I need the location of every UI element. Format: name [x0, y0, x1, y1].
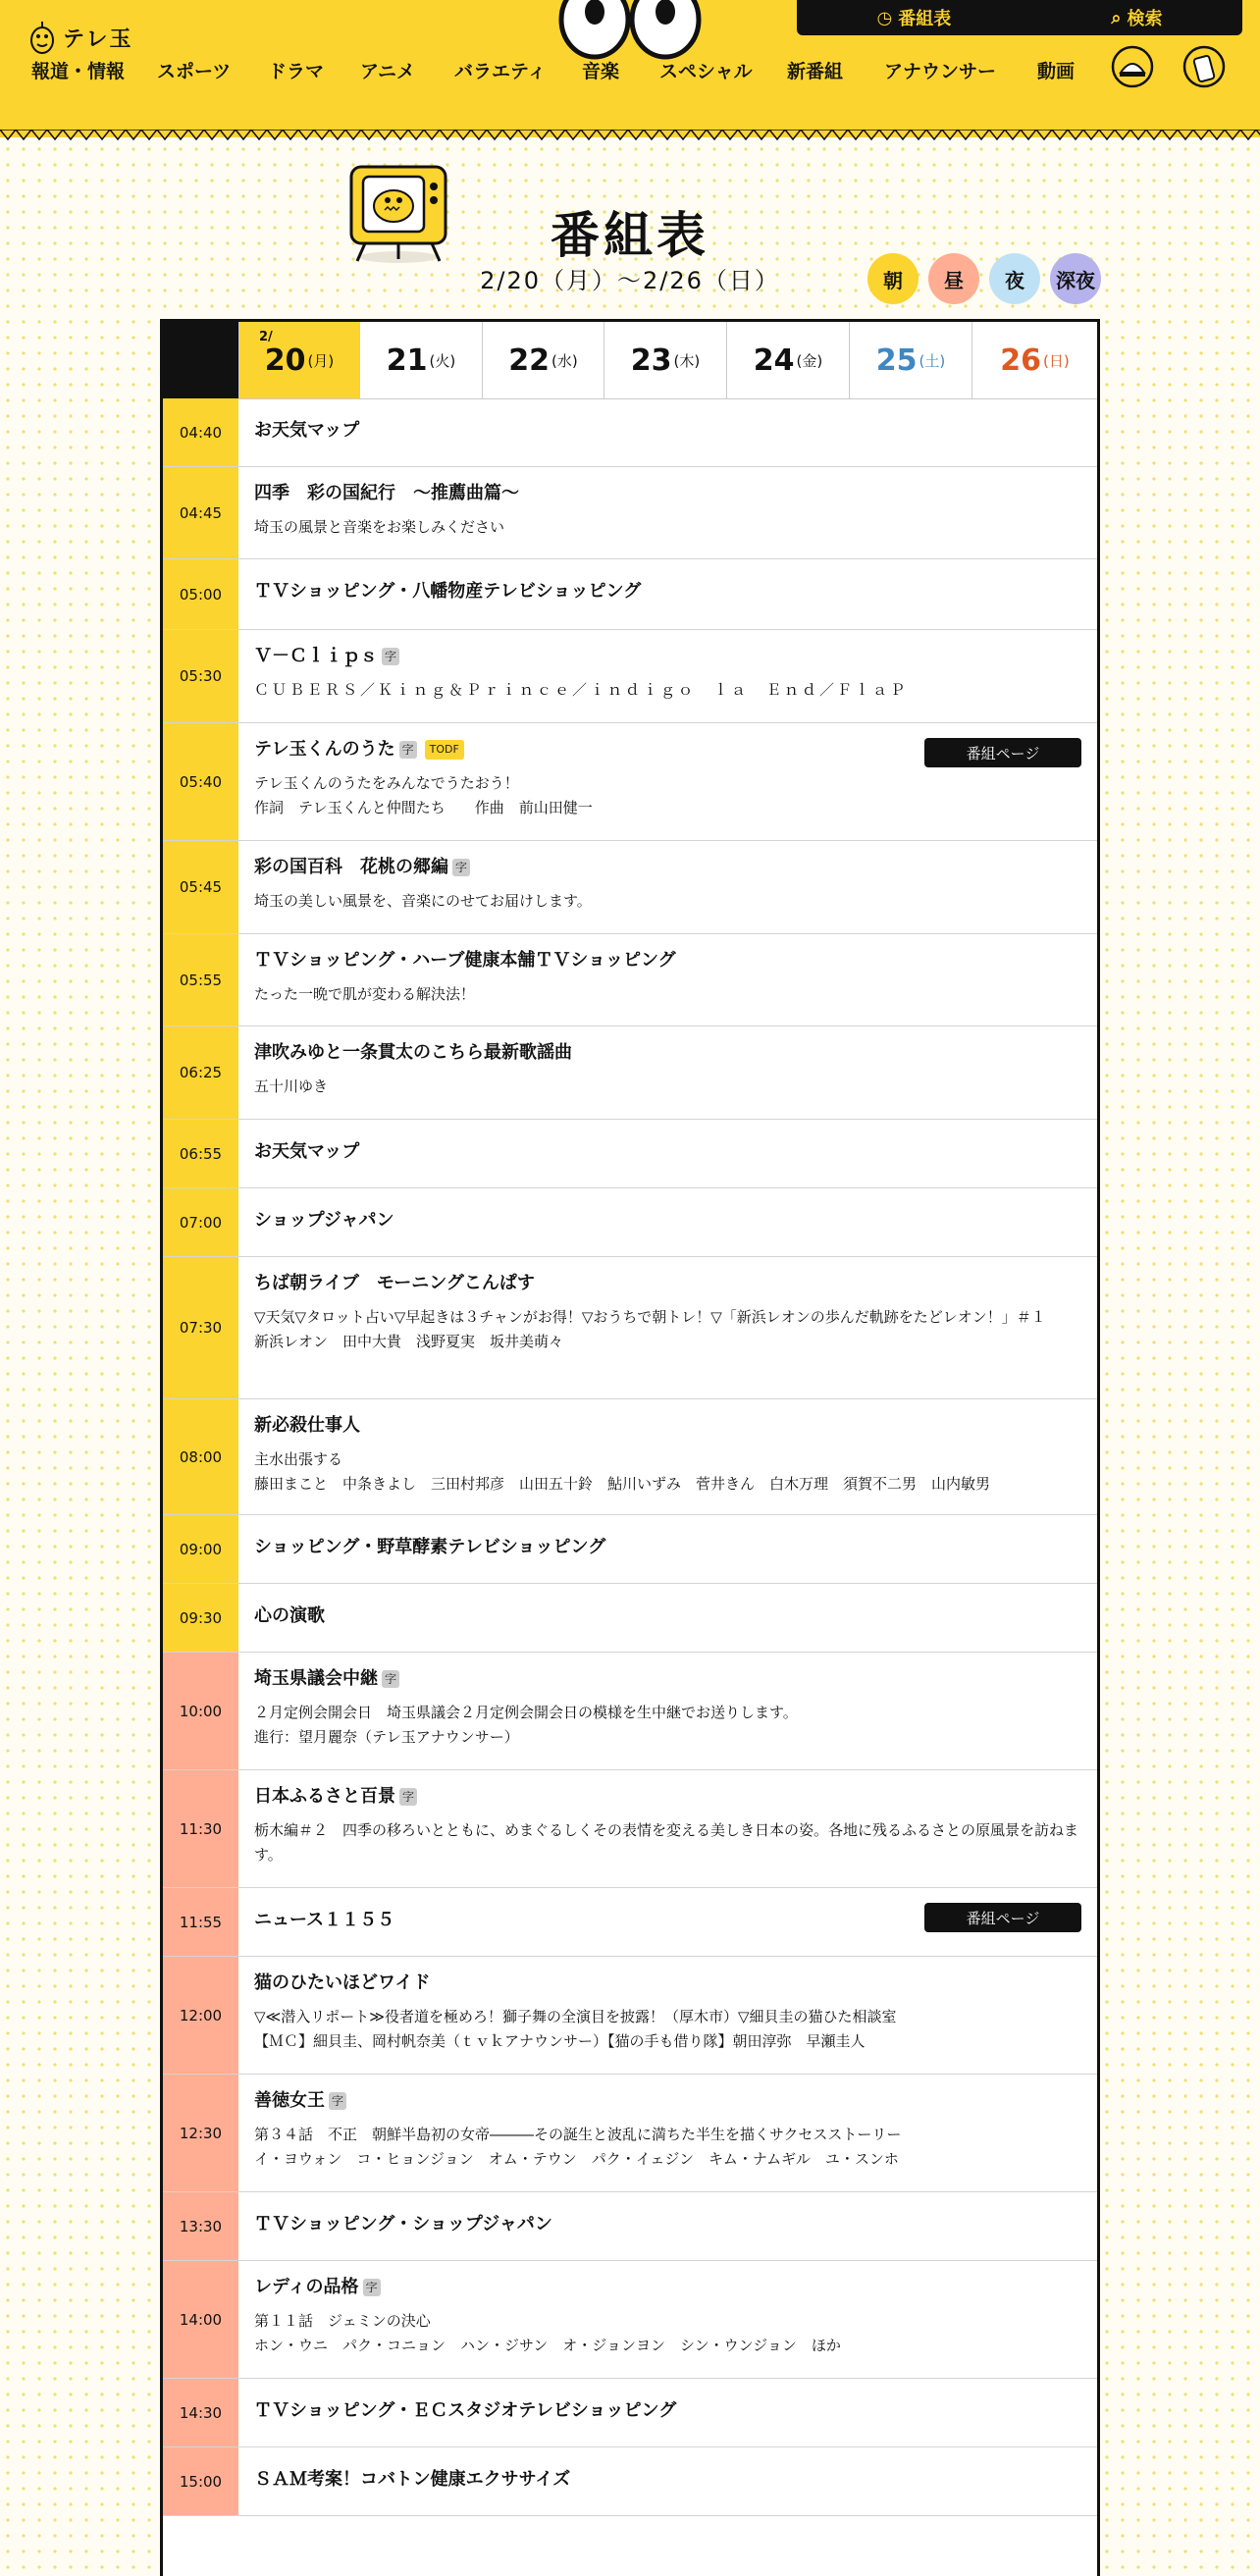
program-row[interactable]: [163, 934, 1097, 1026]
program-row[interactable]: [163, 2261, 1097, 2379]
day-tab-number: 24: [753, 342, 795, 378]
day-tab-month: 2/: [259, 330, 273, 344]
program-time: 14:30: [163, 2379, 238, 2446]
program-title-line: [254, 855, 1081, 880]
time-of-day-morning-button[interactable]: 朝: [867, 253, 919, 304]
program-row[interactable]: [163, 1957, 1097, 2075]
day-tab[interactable]: [604, 322, 726, 398]
program-page-button[interactable]: 番組ページ: [924, 738, 1081, 767]
program-body: [254, 2398, 1081, 2424]
day-tab-weekday: (月): [307, 351, 335, 370]
program-time: 09:30: [163, 1584, 238, 1652]
program-time: 08:00: [163, 1399, 238, 1514]
program-row[interactable]: [163, 467, 1097, 559]
site-header: [0, 0, 1260, 137]
program-title: お天気マップ: [254, 1141, 360, 1162]
day-tabs: [163, 322, 1097, 399]
nav-item-drama[interactable]: ドラマ: [268, 61, 325, 82]
program-title: ニュース１１５５: [254, 1910, 395, 1930]
nav-item-announcers[interactable]: アナウンサー: [884, 61, 997, 82]
program-title: 猫のひたいほどワイド: [254, 1972, 431, 1993]
day-tab-number: 20: [264, 342, 306, 378]
program-title: 彩の国百科 花桃の郷編: [254, 857, 448, 877]
program-title: 心の演歌: [254, 1605, 325, 1626]
day-tab[interactable]: [726, 322, 849, 398]
program-title-line: [254, 2212, 1081, 2237]
program-title-line: [254, 644, 1081, 669]
program-description: 五十川ゆき: [254, 1078, 329, 1095]
program-time: 07:30: [163, 1257, 238, 1398]
program-title-line: [254, 1784, 1081, 1810]
nav-item-sports[interactable]: スポーツ: [157, 61, 232, 82]
program-title: ちば朝ライブ モーニングこんぱす: [254, 1273, 535, 1293]
program-row[interactable]: [163, 1026, 1097, 1120]
program-title-line: [254, 1139, 1081, 1165]
program-description: 第１１話 ジェミンの決心 ホン・ウニ パク・コニョン ハン・ジサン オ・ジョンヨン シン・ウンジョン ほか: [254, 2312, 841, 2354]
program-schedule-table: [160, 319, 1100, 2576]
program-body: [254, 1535, 1081, 1560]
program-row[interactable]: [163, 559, 1097, 630]
subtitle-badge: 字: [452, 859, 470, 876]
program-row[interactable]: [163, 398, 1097, 467]
time-of-day-night-button[interactable]: 夜: [989, 253, 1040, 304]
program-title: 善徳女王: [254, 2090, 325, 2111]
program-description: 埼玉の美しい風景を、音楽にのせてお届けします。: [254, 892, 592, 910]
nav-item-new-programs[interactable]: 新番組: [787, 61, 844, 82]
program-row[interactable]: [163, 1584, 1097, 1653]
top-bar-search-link[interactable]: [1111, 5, 1162, 30]
program-title: お天気マップ: [254, 420, 360, 441]
date-range: 2/20（月）〜2/26（日）: [480, 267, 780, 294]
program-time: 12:30: [163, 2075, 238, 2191]
program-title: Ｖ－Ｃｌｉｐｓ: [254, 646, 378, 666]
program-time: 04:45: [163, 467, 238, 558]
day-tab-weekday: (金): [796, 351, 823, 370]
subtitle-badge: 字: [363, 2279, 381, 2296]
program-description: ２月定例会開会日 埼玉県議会２月定例会開会日の模様を生中継でお送りします。 進行：望月麗奈（テレ玉アナウンサー）: [254, 1704, 798, 1746]
program-title: 新必殺仕事人: [254, 1415, 360, 1436]
header-zigzag-border: [0, 130, 1260, 147]
program-title-line: [254, 579, 1081, 605]
program-description: たった一晩で肌が変わる解決法！: [254, 985, 476, 1003]
program-row[interactable]: [163, 1120, 1097, 1188]
program-time: 11:55: [163, 1888, 238, 1956]
program-title: ショッピング・野草酵素テレビショッピング: [254, 1537, 606, 1557]
program-body: [254, 418, 1081, 444]
program-time: 05:30: [163, 630, 238, 722]
teletama-app-icon[interactable]: [1109, 43, 1156, 90]
program-time: 12:00: [163, 1957, 238, 2074]
program-row[interactable]: [163, 1653, 1097, 1770]
page-title: 番組表: [551, 207, 709, 264]
day-tab[interactable]: [359, 322, 482, 398]
program-body: [254, 1139, 1081, 1165]
teletama-point-icon[interactable]: [1181, 43, 1228, 90]
nav-item-news[interactable]: 報道・情報: [31, 61, 126, 82]
program-page-button[interactable]: 番組ページ: [924, 1903, 1081, 1932]
nav-item-variety[interactable]: バラエティ: [454, 61, 547, 82]
top-bar-schedule-label: 番組表: [898, 9, 952, 29]
program-description: 埼玉の風景と音楽をお楽しみください: [254, 518, 505, 536]
program-row[interactable]: [163, 723, 1097, 841]
program-body: [254, 2275, 1081, 2358]
day-tab[interactable]: [849, 322, 971, 398]
program-row[interactable]: [163, 1515, 1097, 1584]
program-time: 06:25: [163, 1026, 238, 1119]
program-title-line: [254, 1666, 1081, 1692]
day-tab-number: 26: [1000, 342, 1042, 378]
program-row[interactable]: [163, 2192, 1097, 2261]
program-description: 主水出張する 藤田まこと 中条きよし 三田村邦彦 山田五十鈴 鮎川いずみ 菅井きん 白木万理 須賀不二男 山内敏男: [254, 1450, 991, 1493]
program-row[interactable]: [163, 2075, 1097, 2192]
program-body: [254, 1208, 1081, 1234]
program-row[interactable]: [163, 630, 1097, 723]
program-title-line: [254, 2398, 1081, 2424]
nav-item-special[interactable]: スペシャル: [659, 61, 753, 82]
subtitle-badge: 字: [382, 648, 399, 665]
program-title-line: [254, 1271, 1081, 1296]
program-time: 07:00: [163, 1188, 238, 1256]
program-title: ＴＶショッピング・ＥＣスタジオテレビショッピング: [254, 2400, 677, 2421]
subtitle-badge: 字: [329, 2092, 346, 2110]
program-row[interactable]: [163, 1188, 1097, 1257]
program-description: ▽≪潜入リポート≫役者道を極めろ！獅子舞の全演目を披露！（厚木市）▽細貝圭の猫ひた相談室 【ＭＣ】細貝圭、岡村帆奈美（ｔｖｋアナウンサー）【猫の手も借り隊】朝田淳弥 早瀬圭人: [254, 2008, 897, 2050]
clock-icon: ◷: [876, 7, 893, 28]
program-row[interactable]: [163, 1257, 1097, 1399]
program-title-line: [254, 2275, 1081, 2300]
program-body: [254, 948, 1081, 1007]
program-row[interactable]: [163, 2379, 1097, 2447]
day-tabs-corner: [163, 322, 238, 398]
program-row[interactable]: [163, 1770, 1097, 1888]
program-row[interactable]: [163, 1888, 1097, 1957]
nav-item-videos[interactable]: 動画: [1037, 61, 1076, 82]
program-time: 05:45: [163, 841, 238, 933]
day-tab-number: 22: [508, 342, 551, 378]
program-body: [254, 855, 1081, 914]
day-tab-weekday: (日): [1043, 351, 1070, 370]
program-body: [254, 481, 1081, 540]
program-title: 日本ふるさと百景: [254, 1786, 395, 1807]
program-body: [254, 1971, 1081, 2054]
program-title: ＳＡＭ考案！コバトン健康エクササイズ: [254, 2469, 571, 2490]
site-logo[interactable]: [27, 18, 133, 57]
nav-item-music[interactable]: 音楽: [582, 61, 620, 82]
program-title-line: [254, 1535, 1081, 1560]
program-title: テレ玉くんのうた: [254, 739, 395, 760]
day-tab-weekday: (土): [919, 351, 946, 370]
logo-text: テレ玉: [63, 26, 133, 52]
program-title-line: [254, 1040, 1081, 1066]
program-title: レディの品格: [254, 2277, 359, 2297]
program-row[interactable]: [163, 2447, 1097, 2516]
program-title-line: [254, 1603, 1081, 1629]
mascot-logo-icon: [27, 19, 57, 56]
program-body: [254, 644, 1081, 703]
program-title-line: [254, 1971, 1081, 1996]
program-description: 第３４話 不正 朝鮮半島初の女帝―――その誕生と波乱に満ちた半生を描くサクセスストーリー イ・ヨウォン コ・ヒョンジョン オム・テウン パク・イェジン キム・ナムギル ユ・スンホ: [254, 2126, 902, 2168]
program-title-line: [254, 2088, 1081, 2114]
program-time: 06:55: [163, 1120, 238, 1187]
program-row[interactable]: [163, 841, 1097, 934]
subtitle-badge: 字: [399, 1788, 417, 1806]
program-body: [254, 2212, 1081, 2237]
program-body: [254, 1413, 1081, 1497]
subtitle-badge: 字: [399, 741, 417, 759]
day-tab[interactable]: [238, 322, 359, 398]
day-tab-weekday: (水): [551, 351, 578, 370]
top-bar-search-label: 検索: [1127, 9, 1163, 29]
program-title: ＴＶショッピング・ショップジャパン: [254, 2214, 552, 2234]
program-body: [254, 2467, 1081, 2493]
day-tab[interactable]: [482, 322, 604, 398]
day-tab-number: 25: [875, 342, 918, 378]
program-description: 栃木編＃２ 四季の移ろいとともに、めまぐるしくその表情を変える美しき日本の姿。各地に残るふるさとの原風景を訪ねます。: [254, 1821, 1079, 1864]
program-title-line: [254, 418, 1081, 444]
program-title: 埼玉県議会中継: [254, 1668, 378, 1689]
search-icon: ⌕: [1111, 7, 1122, 28]
subtitle-badge: 字: [382, 1670, 399, 1688]
program-time: 04:40: [163, 398, 238, 466]
program-time: 11:30: [163, 1770, 238, 1887]
program-description: ＣＵＢＥＲＳ／Ｋｉｎｇ＆Ｐｒｉｎｃｅ／ｉｎｄｉｇｏ ｌａ Ｅｎｄ／ＦｌａＰ: [254, 681, 909, 699]
program-time: 10:00: [163, 1653, 238, 1769]
program-title-line: [254, 1413, 1081, 1439]
program-body: [254, 1271, 1081, 1354]
nav-item-anime[interactable]: アニメ: [360, 61, 416, 82]
program-body: [254, 579, 1081, 605]
program-row[interactable]: [163, 1399, 1097, 1515]
program-time: 15:00: [163, 2447, 238, 2515]
program-time: 05:40: [163, 723, 238, 840]
day-tab-weekday: (火): [429, 351, 456, 370]
program-body: [254, 1666, 1081, 1750]
program-title: ＴＶショッピング・八幡物産テレビショッピング: [254, 581, 642, 602]
program-time: 05:55: [163, 934, 238, 1025]
program-description: ▽天気▽タロット占い▽早起きは３チャンがお得！▽おうちで朝トレ！▽「新浜レオンの歩んだ軌跡をたどレオン！」＃１ 新浜レオン 田中大貴 浅野夏実 坂井美萌々: [254, 1308, 1046, 1350]
time-of-day-noon-button[interactable]: 昼: [928, 253, 979, 304]
program-time: 09:00: [163, 1515, 238, 1583]
program-title-line: [254, 481, 1081, 506]
program-body: [254, 1603, 1081, 1629]
mascot-eyes-icon: [555, 0, 705, 61]
program-description: テレ玉くんのうたをみんなでうたおう！ 作詞 テレ玉くんと仲間たち 作曲 前山田健一: [254, 774, 593, 816]
program-body: [254, 1040, 1081, 1099]
program-title: 四季 彩の国紀行 ～推薦曲篇～: [254, 483, 519, 503]
day-tab-weekday: (木): [673, 351, 701, 370]
top-utility-bar: [797, 0, 1242, 35]
time-of-day-late-night-button[interactable]: 深夜: [1050, 253, 1101, 304]
program-title: ショップジャパン: [254, 1210, 394, 1231]
program-body: [254, 2088, 1081, 2172]
program-title: 津吹みゆと一条貫太のこちら最新歌謡曲: [254, 1042, 572, 1063]
program-title-line: [254, 948, 1081, 973]
day-tab-number: 23: [630, 342, 672, 378]
program-title: ＴＶショッピング・ハーブ健康本舗ＴＶショッピング: [254, 950, 676, 971]
todf-badge: TODF: [425, 740, 464, 760]
day-tab-number: 21: [386, 342, 428, 378]
program-title-line: [254, 1208, 1081, 1234]
day-tab[interactable]: [971, 322, 1097, 398]
program-body: [254, 1784, 1081, 1867]
program-time: 05:00: [163, 559, 238, 629]
top-bar-schedule-link[interactable]: [877, 5, 952, 30]
program-time: 13:30: [163, 2192, 238, 2260]
program-time: 14:00: [163, 2261, 238, 2378]
program-title-line: [254, 2467, 1081, 2493]
